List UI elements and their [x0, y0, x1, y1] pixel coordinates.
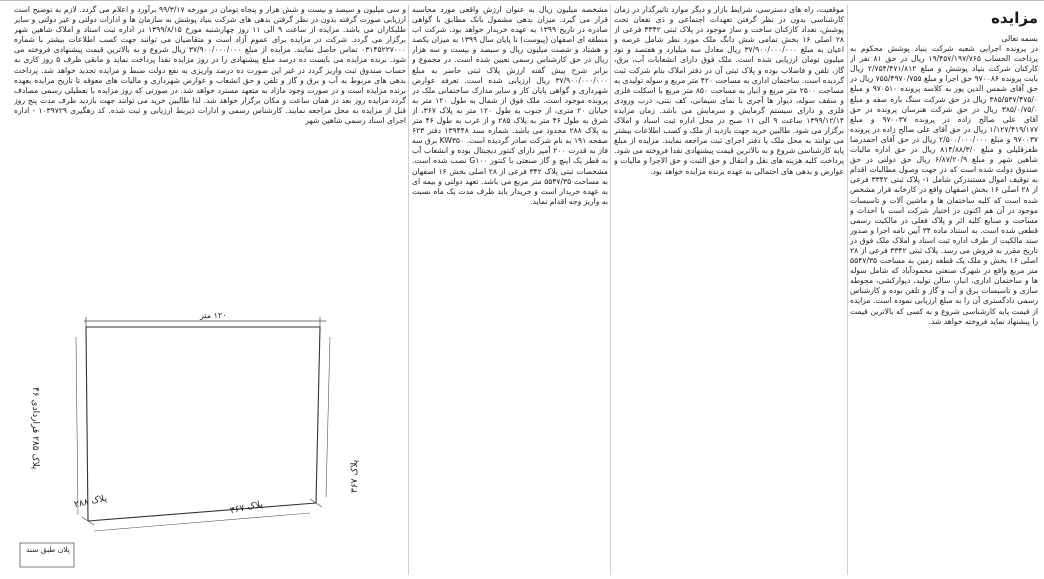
- plan-left-label: [30, 387, 40, 469]
- property-plan-drawing: [14, 307, 404, 575]
- column-middle-left: [412, 5, 608, 575]
- plan-left-label-main: پلاک ۲۸۵: [30, 436, 40, 470]
- plan-left-label-sub: قراردادی ۴۶: [30, 387, 40, 434]
- plan-sketch: [14, 307, 404, 575]
- column-divider: [408, 5, 409, 575]
- column-right: [850, 7, 1038, 577]
- notice-title: مزایده: [991, 9, 1038, 27]
- column-middle-right: [614, 5, 844, 575]
- notice-subtitle: بسمه تعالی: [1001, 34, 1038, 43]
- plan-caption: پلان طبق سند: [26, 545, 70, 554]
- plan-top-label: ۱۲۰ متر: [200, 311, 227, 320]
- plan-right-label: پلاک ۳۶۷: [350, 459, 360, 493]
- plan-bottom-right-label: پلاک ۳۶۷: [229, 499, 264, 517]
- column-divider: [610, 5, 611, 575]
- plan-bottom-left-label: پلاک ۲۸۸: [73, 493, 108, 511]
- column-text-1: در پرونده اجرایی شعبه شرکت بنیاد پوشش محکوم به پرداخت الحساب ۱۹/۴۵۷/۱۹۷/۷۶۵ ریال در حق ۸۱ نفر از کارکنان شرکت بنیاد پوشش و مبلغ ۲/۷۵۴/۴۷۱/۸۱۲ ریال بابت پرونده ۹۷۰۰۸۶ حق اجرا و مبلغ ۷۵۵/۴۹۷۰/۷۵۵ ریال در حق آقای شمس الدین پور به کلاسه پرونده ۹۷۰۵۱۰ و مبلغ ۳۸۵/۵۳۷/۴۷۵/۰ ریال در حق شرکت سنگ باره صفه و مبلغ ۳۸۵/۰/۷۵/۰ ریال در حق شرکت هنرسان پرونده در حق آقای علی صالح زاده در پرونده ۹۷۰۰۳۷ و مبلغ ۱/۱۲۷/۴۱۹/۱۷۷ ریال در حق آقای علی صالح زاده در پرونده ۹۷۰۰۳۷ و مبلغ ۲/۵۰۰/۰۰۰/۰۰۰ ریال در حق آقای احمدرضا ظفرقلیلی و مبلغ ۸۱۴/۸۸/۳/۰ ریال در حق اداره مالیات شاهین شهر و مبلغ ۶/۸۷/۲۰/۹ ریال حق دولتی در حق صندوق دولت شده است که در جهت وصول مطالبات اقدام به توقیف اموال مستندرکن شامل ۱- پلاک ثبتی ۳۳۴۲ فرعی از ۲۸ اصلی ۱۶ بخش اصفهان واقع در کارخانه قرار مشخص شده است که کلیه ساختمان ها و ماشین آلات و تاسیسات موجود در آن هم اکنون در اختیار شرکت است با احداث و مساحت و صنایع کلیه اثر و پلاک فعلی در مالکیت رسمی قطعی شده است. به استناد ماده ۳۴ آیین نامه اجرا و صدور سند مالکیت از طرف اداره ثبت اسناد و املاک ملک فوق در تاریخ مقرر به فروش می رسد. پلاک ثبتی ۳۳۴۲ فرعی از ۲۸ اصلی ۱۶ بخش و ملک یک قطعه زمین به مساحت ۵۵۴۷/۳۵ متر مربع واقع در شهرک صنعتی محمودآباد که شامل سوله ها و ساختمان اداری، انبار، سالن تولید، دیوارکشی، محوطه سازی و تاسیسات برق و آب و گاز و تلفن بوده و کارشناس رسمی دادگستری آن را به مبلغ ارزیابی نموده است. مزایده از قیمت پایه کارشناسی شروع و به کسی که بالاترین قیمت را پیشنهاد نماید فروخته خواهد شد.: [850, 44, 1038, 326]
- column-divider: [847, 5, 848, 575]
- column-text-4: و سی میلیون و سیصد و بیست و شش هزار و پنجاه تومان در مورخه ۹۹/۳/۱۷ برآورد و اعلام می گردد. لازم به توضیح است ارزیابی صورت گرفته بدون در نظر گرفتن بدهی های شرکت بنیاد پوشش به سازمان ها و ادارات دولتی و غیر دولتی و سایر طلبکاران می باشد. مزایده از ساعت ۹ الی ۱۱ روز چهارشنبه مورخ ۱۳۹۹/۸/۱۵ در اداره ثبت اسناد و املاک شاهین شهر برگزار می گردد. شرکت در مزایده برای عموم آزاد است و متقاضیان می توانند جهت کسب اطلاعات بیشتر با شماره ۰۳۱۴۵۲۲۷۰۰۰ تماس حاصل نمایند. مزایده از مبلغ ۳۷/۹۰۰/۰۰۰/۰۰۰ ریال شروع و به بالاترین قیمت پیشنهادی فروخته می شود. برنده مزایده می بایست ده درصد مبلغ پیشنهادی را در روز مزایده نقدا پرداخت نماید و مابقی ظرف ۵ روز کاری به حساب صندوق ثبت واریز گردد در غیر این صورت ده درصد واریزی به نفع دولت ضبط و مزایده تجدید خواهد شد. پرداخت بدهی های مربوط به آب و برق و گاز و تلفن و حق انشعاب و عوارض شهرداری و مالیات های معوقه تا تاریخ مزایده بعهده برنده مزایده است و در صورت وجود مازاد به متعهد مسترد خواهد شد. در صورتی که روز مزایده با تعطیلی رسمی مصادف گردد مزایده روز بعد در همان ساعت و مکان برگزار خواهد شد. لذا طالبین خرید می توانند جهت بازدید ظرف مدت پنج روز قبل از مزایده به محل مراجعه نمایند. کارشناس رسمی و ادارات ذیربط ارزیابی و ثبت شده. کد رهگیری ۱۰۳۹۷۲۹ - اداره اجرای اسناد رسمی شاهین شهر: [14, 5, 406, 126]
- column-text-3: مشخصه میلیون ریال به عنوان ارزش واقعی مورد محاسبه قرار می گیرد. میزان بدهی مشمول بانک مطابق با گواهی صادره در تاریخ ۱۳۹۹ به عهده خریدار خواهد بود. شرکت اب منطقه ای اصفهان (پیوست) تا پایان سال ۱۳۹۹ به میزان یکصد و هشتاد و شصت میلیون ریال و سیصد و بیست و سه هزار ریال در حق کارشناس رسمی تعیین شده است. در مجموع و برابر شرح پیش گفته ارزش پلاک ثبتی حاضر به مبلغ ۳۷/۹۰۰/۰۰۰/۰۰۰ ریال ارزیابی شده است. تعرفه عوارض شهرداری و گواهی پایان کار و سایر مدارک ساختمانی ملک در پرونده موجود است. ملک فوق از شمال به طول ۱۲۰ متر به خیابان ۲۰ متری، از جنوب به طول ۱۲۰ متر به پلاک ۳۶۷، از شرق به طول ۴۶ متر به پلاک ۲۸۵ و از غرب به طول ۴۶ متر به پلاک ۲۸۸ محدود می باشد. شماره سند ۱۳۹۴۴۸ دفتر ۶۲۳ صفحه ۱۹۱ به نام شرکت صادر گردیده است. KW۳۵۰ برق سه فاز به قدرت ۲۰۰ آمپر دارای کنتور دیجیتال بوده و انشعاب آب به قطر یک اینچ و گاز صنعتی با کنتور G۱۰۰ نصب شده است. مشخصات ثبتی پلاک ۳۴۲ فرعی از ۲۸ اصلی بخش ۱۶ اصفهان به مساحت ۵۵۴۷/۳۵ متر مربع می باشد. تعهد دولتی و بیمه ای به عهده خریدار است و خریدار باید ظرف مدت یک ماه نسبت به واریز وجه اقدام نماید.: [412, 5, 608, 206]
- column-text-2: موقعیت، راه های دسترسی، شرایط بازار و دیگر موارد تاثیرگذار در زمان کارشناسی بدون در نظر گرفتن تعهدات اجتماعی و ذی نفعان تحت پوشش، تعداد کارکنان ساخت و ساز موجود در پلاک ثبتی ۳۳۴۲ فرعی از ۲۸ اصلی ۱۶ بخش تمامی شش دانگ ملک مورد نظر شامل عرصه و اعیان به مبلغ ۳۷/۹۰۰/۰۰۰/۰۰۰ ریال معادل سه میلیارد و هفتصد و نود میلیون تومان ارزیابی شده است. ملک فوق دارای انشعابات آب، برق، گاز، تلفن و فاضلاب بوده و پلاک ثبتی آن در دفتر املاک بنام شرکت ثبت گردیده است. ساختمان اداری به مساحت ۴۲۰ متر مربع و سوله تولیدی به مساحت ۲۵۰۰ متر مربع و انبار به مساحت ۸۵۰ متر مربع با اسکلت فلزی و سقف سوله، دیوار ها آجری با نمای سیمانی، کف بتنی، درب ورودی فلزی و دارای سیستم گرمایش و سرمایش می باشد. زمان مزایده ۱۳۹۹/۱۲/۱۴ ساعت ۹ الی ۱۱ صبح در محل اداره ثبت اسناد و املاک برگزار می شود. طالبین خرید جهت بازدید از ملک و کسب اطلاعات بیشتر می توانند به محل ملک یا دفتر اجرای ثبت مراجعه نمایند. مزایده از مبلغ پایه کارشناسی شروع و به بالاترین قیمت پیشنهادی نقدا فروخته می شود. پرداخت کلیه هزینه های نقل و انتقال و حق الثبت و حق الاجرا و مالیات و عوارض و بدهی های احتمالی به عهده برنده مزایده خواهد بود.: [614, 5, 844, 176]
- column-left: [14, 5, 406, 305]
